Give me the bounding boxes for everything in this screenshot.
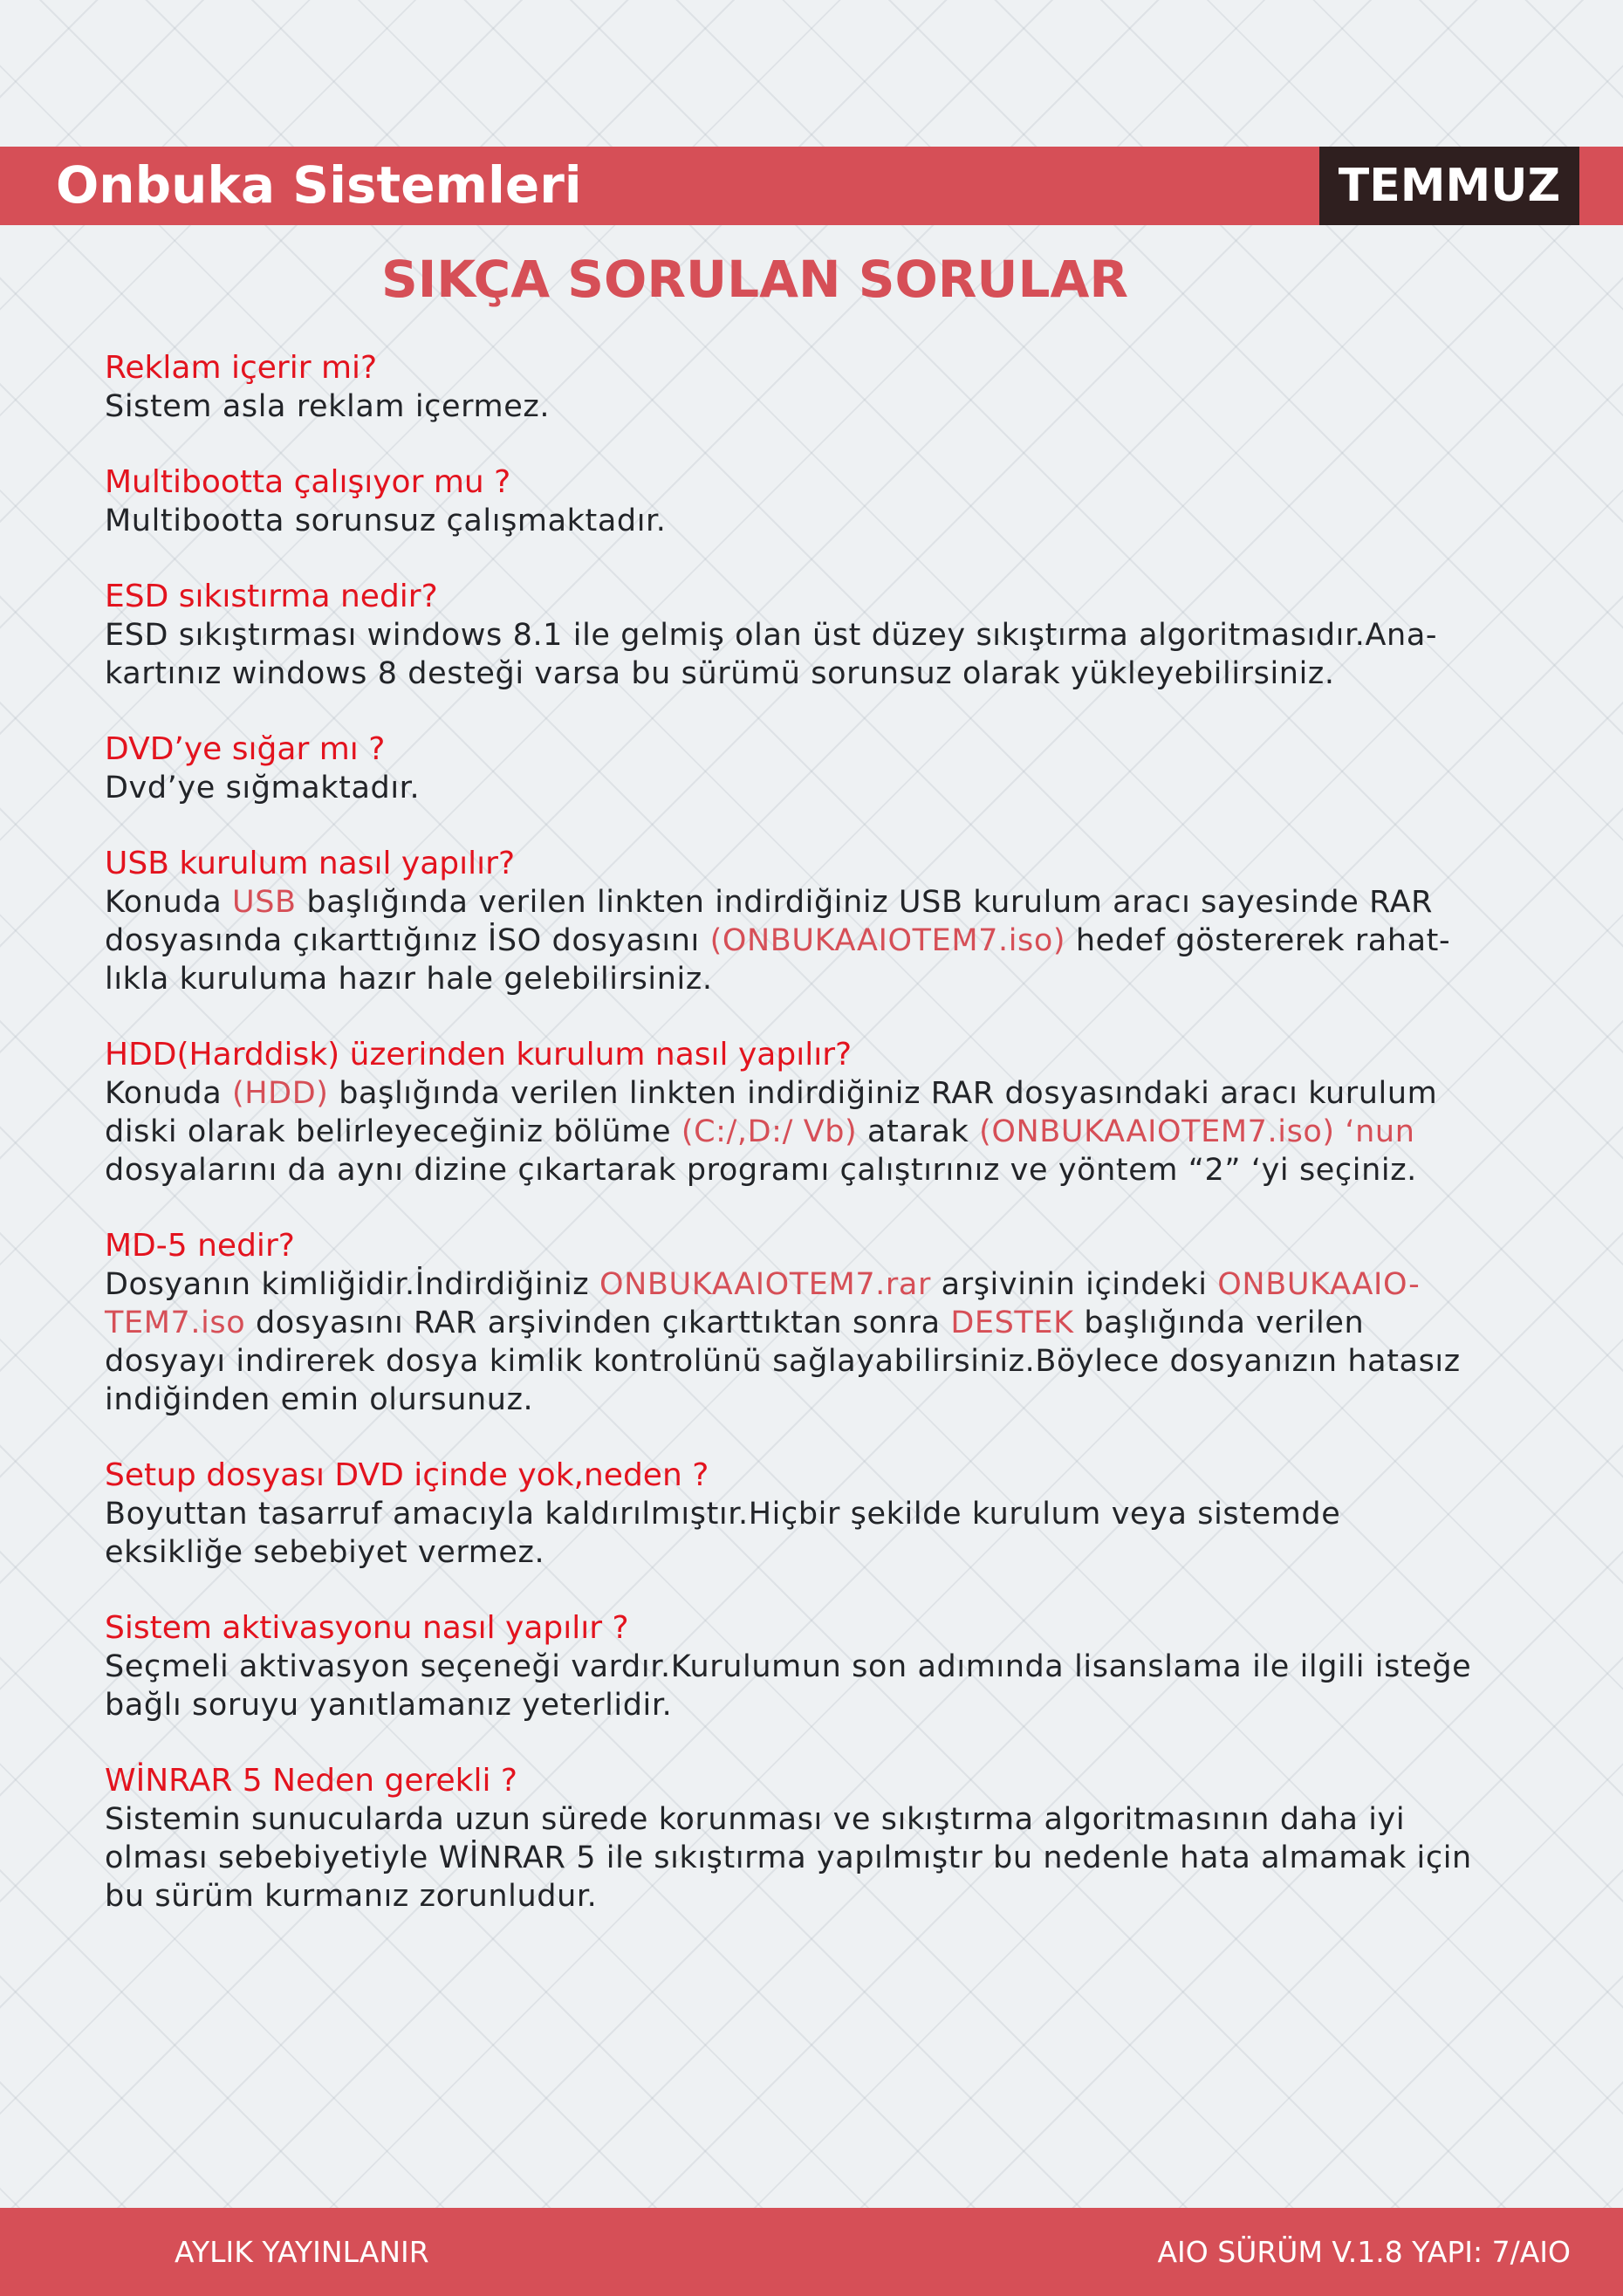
faq-item — [105, 1762, 1558, 1916]
answer-text: dosyasında çıkarttığınız İSO dosyasını — [105, 923, 710, 958]
answer-text: dosyayı indirerek dosya kimlik kontrolünü sağlayabilirsiniz.Böylece dosyanızın hatasız — [105, 1344, 1461, 1379]
highlighted-term: ONBUKAAIOTEM7.rar — [599, 1267, 931, 1302]
faq-answer-line — [105, 387, 1558, 426]
answer-text: Dvd’ye sığmaktadır. — [105, 771, 421, 805]
faq-question: DVD’ye sığar mı ? — [105, 731, 386, 767]
faq-question: Setup dosyası DVD içinde yok,neden ? — [105, 1457, 709, 1493]
faq-question: HDD(Harddisk) üzerinden kurulum nasıl yapılır? — [105, 1037, 853, 1073]
answer-text: başlığında verilen linkten indirdiğiniz USB kurulum aracı sayesinde RAR — [296, 885, 1434, 920]
answer-text: arşivinin içindeki — [930, 1267, 1218, 1302]
faq-question: Multibootta çalışıyor mu ? — [105, 464, 511, 500]
faq-item — [105, 1227, 1558, 1419]
faq-answer-line — [105, 1800, 1558, 1839]
faq-answer-line — [105, 1381, 1558, 1419]
faq-answer-line — [105, 1113, 1558, 1151]
answer-text: Boyuttan tasarruf amacıyla kaldırılmıştır.Hiçbir şekilde kurulum veya sistemde — [105, 1497, 1341, 1532]
faq-answer-line — [105, 1304, 1558, 1342]
footer-publication-note: AYLIK YAYINLANIR — [175, 2235, 429, 2269]
faq-answer-line — [105, 616, 1558, 655]
answer-text: Sistem asla reklam içermez. — [105, 389, 551, 424]
highlighted-term: DESTEK — [950, 1306, 1074, 1340]
answer-text: Konuda — [105, 1076, 232, 1111]
answer-text: Sistemin sunucularda uzun sürede korunması ve sıkıştırma algoritmasının daha iyi — [105, 1802, 1406, 1837]
faq-answer-line — [105, 1495, 1558, 1533]
faq-item — [105, 463, 1558, 540]
faq-list — [105, 349, 1558, 1953]
faq-answer-line — [105, 1265, 1558, 1304]
month-badge: TEMMUZ — [1319, 147, 1579, 225]
faq-answer-line — [105, 1533, 1558, 1572]
highlighted-term: (ONBUKAAIOTEM7.iso) — [709, 923, 1066, 958]
faq-question: Sistem aktivasyonu nasıl yapılır ? — [105, 1610, 629, 1646]
faq-item — [105, 845, 1558, 998]
highlighted-term: USB — [231, 885, 297, 920]
faq-question: ESD sıkıstırma nedir? — [105, 579, 438, 614]
faq-item — [105, 578, 1558, 693]
highlighted-term: ONBUKAAIO- — [1217, 1267, 1421, 1302]
answer-text: Dosyanın kimliğidir.İndirdiğiniz — [105, 1267, 599, 1302]
faq-answer-line — [105, 1151, 1558, 1189]
highlighted-term: (ONBUKAAIOTEM7.iso) ‘nun — [979, 1114, 1415, 1149]
faq-question: Reklam içerir mi? — [105, 350, 378, 386]
answer-text: kartınız windows 8 desteği varsa bu sürümü sorunsuz olarak yükleyebilirsiniz. — [105, 656, 1335, 691]
answer-text: bu sürüm kurmanız zorunludur. — [105, 1879, 598, 1914]
answer-text: Konuda — [105, 885, 232, 920]
answer-text: dosyasını RAR arşivinden çıkarttıktan sonra — [245, 1306, 951, 1340]
answer-text: başlığında verilen linkten indirdiğiniz RAR dosyasındaki aracı kurulum — [328, 1076, 1438, 1111]
faq-question: USB kurulum nasıl yapılır? — [105, 846, 516, 881]
faq-question: WİNRAR 5 Neden gerekli ? — [105, 1763, 518, 1799]
faq-answer-line — [105, 655, 1558, 693]
faq-answer-line — [105, 1877, 1558, 1916]
brand-title: Onbuka Sistemleri — [56, 155, 582, 215]
faq-answer-line — [105, 1686, 1558, 1724]
faq-answer-line — [105, 922, 1558, 960]
answer-text: ESD sıkıştırması windows 8.1 ile gelmiş olan üst düzey sıkıştırma algoritmasıdır.Ana- — [105, 618, 1438, 653]
faq-answer-line — [105, 769, 1558, 807]
answer-text: eksikliğe sebebiyet vermez. — [105, 1535, 545, 1570]
page-title: SIKÇA SORULAN SORULAR — [380, 250, 1129, 309]
answer-text: Multibootta sorunsuz çalışmaktadır. — [105, 504, 667, 538]
answer-text: başlığında verilen — [1073, 1306, 1365, 1340]
faq-item — [105, 1036, 1558, 1189]
faq-item — [105, 349, 1558, 426]
answer-text: hedef göstererek rahat- — [1065, 923, 1451, 958]
answer-text: indiğinden emin olursunuz. — [105, 1382, 534, 1417]
answer-text: bağlı soruyu yanıtlamanız yeterlidir. — [105, 1688, 673, 1723]
highlighted-term: (C:/,D:/ Vb) — [681, 1114, 858, 1149]
faq-answer-line — [105, 502, 1558, 540]
highlighted-term: (HDD) — [231, 1076, 329, 1111]
faq-answer-line — [105, 883, 1558, 922]
answer-text: dosyalarını da aynı dizine çıkartarak programı çalıştırınız ve yöntem “2” ‘yi seçiniz. — [105, 1153, 1417, 1188]
footer-version-info: AIO SÜRÜM V.1.8 YAPI: 7/AIO — [1157, 2235, 1571, 2269]
answer-text: Seçmeli aktivasyon seçeneği vardır.Kurulumun son adımında lisanslama ile ilgili isteğe — [105, 1649, 1472, 1684]
faq-item — [105, 730, 1558, 807]
faq-answer-line — [105, 1342, 1558, 1381]
faq-answer-line — [105, 1648, 1558, 1686]
faq-question: MD-5 nedir? — [105, 1228, 295, 1264]
answer-text: olması sebebiyetiyle WİNRAR 5 ile sıkıştırma yapılmıştır bu nedenle hata almamak için — [105, 1840, 1472, 1875]
answer-text: diski olarak belirleyeceğiniz bölüme — [105, 1114, 681, 1149]
answer-text: atarak — [857, 1114, 980, 1149]
faq-answer-line — [105, 1839, 1558, 1877]
answer-text: lıkla kuruluma hazır hale gelebilirsiniz. — [105, 962, 713, 997]
faq-item — [105, 1456, 1558, 1572]
highlighted-term: TEM7.iso — [105, 1306, 246, 1340]
faq-answer-line — [105, 960, 1558, 998]
faq-item — [105, 1609, 1558, 1724]
faq-answer-line — [105, 1074, 1558, 1113]
